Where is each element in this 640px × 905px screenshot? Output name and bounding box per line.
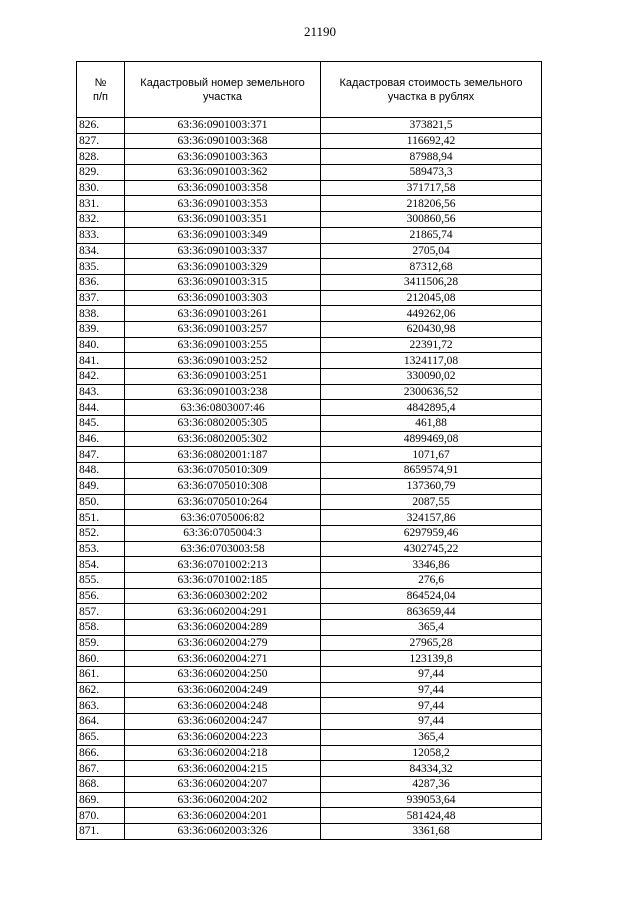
row-number-cell: 837. [77,290,125,306]
table-row [77,572,542,588]
cadastral-value-cell: 276,6 [321,572,542,588]
page-number: 21190 [303,24,337,39]
table-row [77,541,542,557]
table-row [77,510,542,526]
row-number-cell: 850. [77,494,125,510]
row-number-cell: 851. [77,510,125,526]
cadastral-value-cell: 6297959,46 [321,525,542,541]
row-number-cell: 858. [77,620,125,636]
cadastral-value-cell: 581424,48 [321,808,542,824]
cadastral-value-cell: 365,4 [321,620,542,636]
cadastral-number-cell: 63:36:0602004:291 [125,604,321,620]
cadastral-number-cell: 63:36:0901003:238 [125,384,321,400]
cadastral-value-cell: 97,44 [321,667,542,683]
header-cadastral-value-label: Кадастровая стоимость земельного участка в рублях [339,76,523,103]
row-number-cell: 856. [77,588,125,604]
row-number-cell: 865. [77,729,125,745]
cadastral-number-cell: 63:36:0602004:247 [125,714,321,730]
cadastral-number-cell: 63:36:0901003:362 [125,165,321,181]
table-row [77,478,542,494]
row-number-cell: 840. [77,337,125,353]
cadastral-value-cell: 2087,55 [321,494,542,510]
cadastral-number-cell: 63:36:0901003:257 [125,321,321,337]
cadastral-value-cell: 212045,08 [321,290,542,306]
cadastral-number-cell: 63:36:0602003:326 [125,823,321,839]
cadastral-number-cell: 63:36:0802001:187 [125,447,321,463]
table-row [77,635,542,651]
row-number-cell: 827. [77,133,125,149]
table-row [77,729,542,745]
header-number [77,62,125,118]
cadastral-number-cell: 63:36:0901003:329 [125,259,321,275]
cadastral-value-cell: 4899469,08 [321,431,542,447]
table-row [77,588,542,604]
cadastral-number-cell: 63:36:0901003:261 [125,306,321,322]
cadastral-value-cell: 939053,64 [321,792,542,808]
cadastral-number-cell: 63:36:0602004:218 [125,745,321,761]
cadastral-value-cell: 589473,3 [321,165,542,181]
cadastral-value-cell: 2300636,52 [321,384,542,400]
cadastral-value-cell: 218206,56 [321,196,542,212]
cadastral-number-cell: 63:36:0703003:58 [125,541,321,557]
cadastral-number-cell: 63:36:0602004:248 [125,698,321,714]
cadastral-value-cell: 137360,79 [321,478,542,494]
cadastral-value-cell: 300860,56 [321,212,542,228]
row-number-cell: 866. [77,745,125,761]
row-number-cell: 832. [77,212,125,228]
row-number-cell: 870. [77,808,125,824]
cadastral-number-cell: 63:36:0701002:185 [125,572,321,588]
row-number-cell: 844. [77,400,125,416]
row-number-cell: 831. [77,196,125,212]
row-number-cell: 838. [77,306,125,322]
row-number-cell: 864. [77,714,125,730]
table-row [77,149,542,165]
cadastral-number-cell: 63:36:0602004:250 [125,667,321,683]
table-row [77,651,542,667]
cadastral-value-cell: 373821,5 [321,118,542,134]
cadastral-number-cell: 63:36:0701002:213 [125,557,321,573]
cadastral-value-cell: 1071,67 [321,447,542,463]
cadastral-value-cell: 324157,86 [321,510,542,526]
cadastral-number-cell: 63:36:0602004:201 [125,808,321,824]
header-cadastral-value [321,62,542,118]
table-header-row [77,62,542,118]
header-number-label: № п/п [93,76,108,103]
row-number-cell: 849. [77,478,125,494]
row-number-cell: 871. [77,823,125,839]
table-row [77,306,542,322]
row-number-cell: 861. [77,667,125,683]
cadastral-number-cell: 63:36:0803007:46 [125,400,321,416]
cadastral-number-cell: 63:36:0802005:305 [125,416,321,432]
cadastral-number-cell: 63:36:0603002:202 [125,588,321,604]
table-row [77,274,542,290]
cadastral-value-cell: 123139,8 [321,651,542,667]
cadastral-number-cell: 63:36:0901003:358 [125,180,321,196]
table-row [77,212,542,228]
cadastral-value-cell: 330090,02 [321,369,542,385]
cadastral-number-cell: 63:36:0901003:252 [125,353,321,369]
cadastral-value-cell: 12058,2 [321,745,542,761]
cadastral-value-cell: 4842895,4 [321,400,542,416]
cadastral-number-cell: 63:36:0901003:351 [125,212,321,228]
row-number-cell: 845. [77,416,125,432]
cadastral-value-cell: 4302745,22 [321,541,542,557]
cadastral-number-cell: 63:36:0705006:82 [125,510,321,526]
table-row [77,321,542,337]
cadastral-value-cell: 371717,58 [321,180,542,196]
row-number-cell: 826. [77,118,125,134]
cadastral-number-cell: 63:36:0602004:215 [125,761,321,777]
table-row [77,808,542,824]
table-row [77,118,542,134]
cadastral-value-cell: 4287,36 [321,776,542,792]
row-number-cell: 853. [77,541,125,557]
cadastral-value-cell: 3346,86 [321,557,542,573]
row-number-cell: 841. [77,353,125,369]
table-row [77,620,542,636]
row-number-cell: 862. [77,682,125,698]
cadastral-number-cell: 63:36:0602004:249 [125,682,321,698]
cadastral-number-cell: 63:36:0602004:202 [125,792,321,808]
cadastral-number-cell: 63:36:0901003:353 [125,196,321,212]
cadastral-number-cell: 63:36:0602004:289 [125,620,321,636]
table-row [77,557,542,573]
row-number-cell: 842. [77,369,125,385]
table-row [77,384,542,400]
cadastral-number-cell: 63:36:0602004:223 [125,729,321,745]
cadastral-value-cell: 2705,04 [321,243,542,259]
cadastral-value-cell: 365,4 [321,729,542,745]
cadastral-number-cell: 63:36:0705010:308 [125,478,321,494]
cadastral-number-cell: 63:36:0602004:207 [125,776,321,792]
cadastral-value-cell: 449262,06 [321,306,542,322]
row-number-cell: 859. [77,635,125,651]
cadastral-value-cell: 461,88 [321,416,542,432]
table-row [77,369,542,385]
table-row [77,337,542,353]
row-number-cell: 847. [77,447,125,463]
table-row [77,761,542,777]
table-row [77,682,542,698]
cadastral-value-cell: 3411506,28 [321,274,542,290]
cadastral-number-cell: 63:36:0901003:371 [125,118,321,134]
table-row [77,196,542,212]
row-number-cell: 848. [77,463,125,479]
table-row [77,463,542,479]
table-row [77,604,542,620]
cadastral-number-cell: 63:36:0901003:255 [125,337,321,353]
cadastral-number-cell: 63:36:0705010:309 [125,463,321,479]
table-row [77,494,542,510]
cadastral-value-cell: 22391,72 [321,337,542,353]
cadastral-number-cell: 63:36:0802005:302 [125,431,321,447]
table-body [77,118,542,840]
table-row [77,792,542,808]
cadastral-value-cell: 97,44 [321,682,542,698]
header-cadastral-number-label: Кадастровый номер земельного участка [140,76,305,103]
table-row [77,431,542,447]
cadastral-number-cell: 63:36:0705004:3 [125,525,321,541]
row-number-cell: 830. [77,180,125,196]
row-number-cell: 833. [77,227,125,243]
table-row [77,823,542,839]
cadastral-number-cell: 63:36:0901003:337 [125,243,321,259]
table-row [77,667,542,683]
row-number-cell: 868. [77,776,125,792]
table-row [77,259,542,275]
table-row [77,353,542,369]
table-row [77,776,542,792]
cadastral-value-cell: 97,44 [321,698,542,714]
cadastral-value-cell: 863659,44 [321,604,542,620]
row-number-cell: 836. [77,274,125,290]
row-number-cell: 867. [77,761,125,777]
table-row [77,133,542,149]
cadastral-value-cell: 84334,32 [321,761,542,777]
table-row [77,290,542,306]
table-row [77,180,542,196]
table-row [77,243,542,259]
cadastral-number-cell: 63:36:0705010:264 [125,494,321,510]
row-number-cell: 835. [77,259,125,275]
row-number-cell: 855. [77,572,125,588]
table-row [77,416,542,432]
row-number-cell: 852. [77,525,125,541]
table-row [77,698,542,714]
row-number-cell: 869. [77,792,125,808]
table-row [77,400,542,416]
cadastral-value-cell: 620430,98 [321,321,542,337]
table-row [77,714,542,730]
row-number-cell: 863. [77,698,125,714]
row-number-cell: 854. [77,557,125,573]
row-number-cell: 843. [77,384,125,400]
cadastral-number-cell: 63:36:0901003:251 [125,369,321,385]
cadastral-value-cell: 864524,04 [321,588,542,604]
cadastral-value-cell: 8659574,91 [321,463,542,479]
cadastral-value-cell: 87988,94 [321,149,542,165]
cadastral-value-cell: 97,44 [321,714,542,730]
header-cadastral-number [125,62,321,118]
table-row [77,525,542,541]
cadastral-value-cell: 87312,68 [321,259,542,275]
cadastral-value-cell: 116692,42 [321,133,542,149]
row-number-cell: 834. [77,243,125,259]
row-number-cell: 829. [77,165,125,181]
table-row [77,745,542,761]
table-row [77,165,542,181]
table-row [77,227,542,243]
row-number-cell: 828. [77,149,125,165]
cadastral-number-cell: 63:36:0901003:315 [125,274,321,290]
cadastral-number-cell: 63:36:0901003:368 [125,133,321,149]
cadastral-value-cell: 1324117,08 [321,353,542,369]
cadastral-number-cell: 63:36:0602004:279 [125,635,321,651]
cadastral-value-cell: 27965,28 [321,635,542,651]
row-number-cell: 860. [77,651,125,667]
cadastral-number-cell: 63:36:0602004:271 [125,651,321,667]
cadastral-value-cell: 3361,68 [321,823,542,839]
cadastral-number-cell: 63:36:0901003:303 [125,290,321,306]
cadastral-value-cell: 21865,74 [321,227,542,243]
row-number-cell: 839. [77,321,125,337]
row-number-cell: 857. [77,604,125,620]
table-row [77,447,542,463]
cadastral-number-cell: 63:36:0901003:349 [125,227,321,243]
cadastral-number-cell: 63:36:0901003:363 [125,149,321,165]
cadastral-value-table [76,61,542,840]
row-number-cell: 846. [77,431,125,447]
